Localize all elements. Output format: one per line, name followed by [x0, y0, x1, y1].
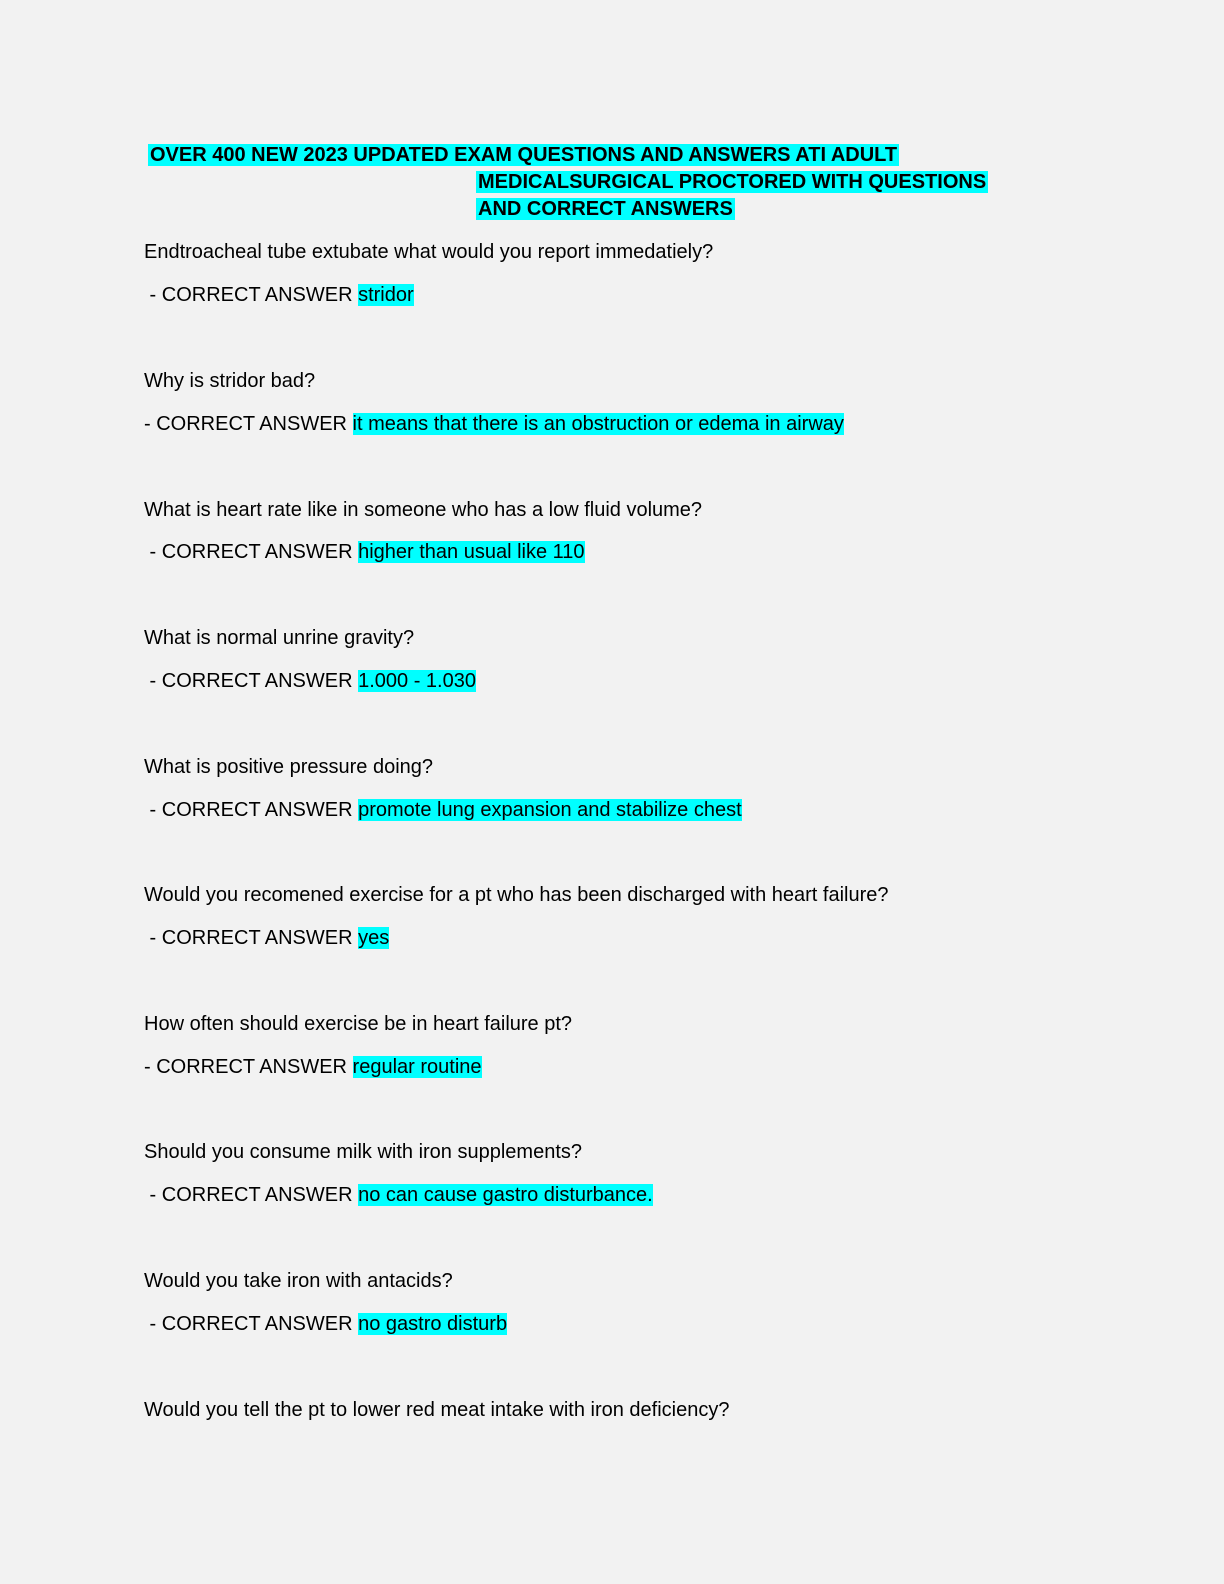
highlighted-answer: it means that there is an obstruction or edema in airway — [352, 413, 844, 435]
answer-line-3 — [144, 540, 585, 564]
question-10: Would you tell the pt to lower red meat intake with iron deficiency? — [144, 1399, 730, 1421]
highlighted-answer: yes — [358, 927, 390, 949]
answer-line-2 — [144, 412, 844, 436]
question-6: Would you recomened exercise for a pt who has been discharged with heart failure? — [144, 884, 889, 906]
answer-line-7 — [144, 1055, 482, 1079]
highlighted-answer: higher than usual like 110 — [358, 541, 585, 563]
highlighted-answer: stridor — [358, 284, 414, 306]
answer-line-6 — [144, 926, 389, 950]
answer-prefix: - CORRECT ANSWER — [144, 284, 359, 306]
answer-prefix: - CORRECT ANSWER — [144, 1056, 353, 1078]
answer-line-9 — [144, 1312, 507, 1336]
title-line-1: OVER 400 NEW 2023 UPDATED EXAM QUESTIONS AND ANSWERS ATI ADULT — [150, 144, 898, 166]
question-4: What is normal unrine gravity? — [144, 627, 415, 649]
highlighted-answer: regular routine — [352, 1056, 482, 1078]
answer-prefix: - CORRECT ANSWER — [144, 1313, 359, 1335]
highlighted-answer: no gastro disturb — [358, 1313, 508, 1335]
answer-prefix: - CORRECT ANSWER — [144, 541, 359, 563]
question-9: Would you take iron with antacids? — [144, 1270, 453, 1292]
highlighted-answer: promote lung expansion and stabilize chest — [358, 799, 742, 821]
title-line-3: AND CORRECT ANSWERS — [478, 198, 733, 220]
answer-prefix: - CORRECT ANSWER — [144, 1184, 359, 1206]
answer-prefix: - CORRECT ANSWER — [144, 670, 359, 692]
answer-line-4 — [144, 669, 476, 693]
answer-line-8 — [144, 1183, 653, 1207]
answer-prefix: - CORRECT ANSWER — [144, 927, 359, 949]
question-8: Should you consume milk with iron supplements? — [144, 1141, 582, 1163]
answer-line-1 — [144, 283, 414, 307]
title-line-2: MEDICALSURGICAL PROCTORED WITH QUESTIONS — [478, 171, 987, 193]
answer-line-5 — [144, 798, 742, 822]
question-3: What is heart rate like in someone who has a low fluid volume? — [144, 499, 703, 521]
highlighted-answer: 1.000 - 1.030 — [358, 670, 476, 692]
highlighted-answer: no can cause gastro disturbance. — [358, 1184, 653, 1206]
answer-prefix: - CORRECT ANSWER — [144, 799, 359, 821]
answer-prefix: - CORRECT ANSWER — [144, 413, 353, 435]
question-5: What is positive pressure doing? — [144, 756, 434, 778]
question-7: How often should exercise be in heart failure pt? — [144, 1013, 573, 1035]
question-2: Why is stridor bad? — [144, 370, 316, 392]
question-1: Endtroacheal tube extubate what would you report immedatiely? — [144, 241, 714, 263]
